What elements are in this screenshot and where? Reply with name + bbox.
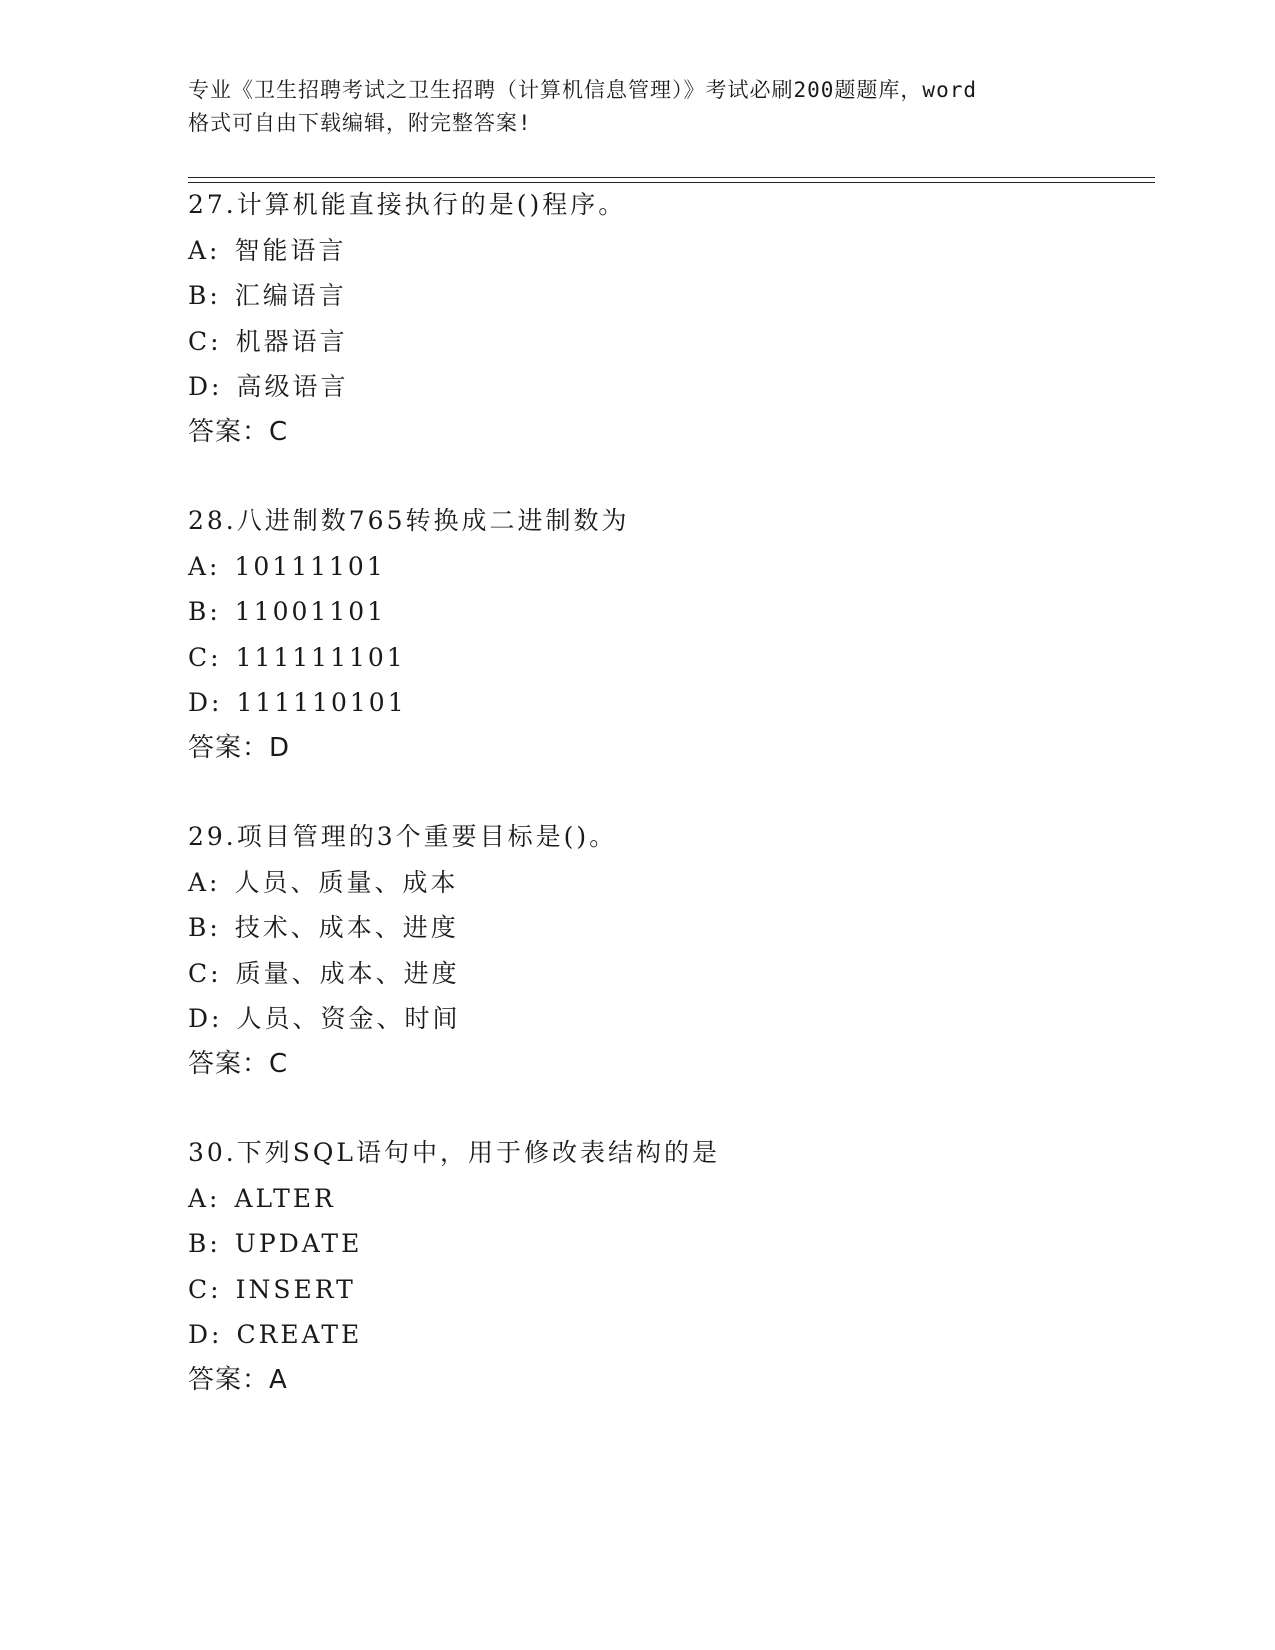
option-label: D: — [188, 1320, 223, 1349]
option-label: B: — [188, 597, 221, 626]
option-a — [188, 544, 1088, 590]
option-label: C: — [188, 326, 222, 356]
option-text: 人员、资金、时间 — [236, 1004, 461, 1033]
option-label: D: — [188, 688, 223, 717]
option-text: CREATE — [236, 1320, 363, 1349]
option-d — [188, 680, 1088, 726]
question-28 — [188, 498, 1088, 771]
option-text: 质量、成本、进度 — [235, 958, 460, 988]
document-header — [188, 74, 1088, 140]
option-text: 智能语言 — [234, 235, 347, 265]
option-text: 10111101 — [234, 551, 386, 581]
option-text: 机器语言 — [235, 326, 348, 356]
option-label: C: — [188, 1274, 222, 1304]
option-b — [188, 1221, 1088, 1267]
option-text: UPDATE — [234, 1229, 363, 1258]
option-text: 111111101 — [235, 642, 406, 672]
option-label: C: — [188, 642, 222, 672]
option-c — [188, 319, 1088, 365]
option-d — [188, 364, 1088, 410]
option-text: 11001101 — [234, 597, 387, 626]
answer-line: 答案：C — [188, 1048, 289, 1079]
option-a — [188, 228, 1088, 274]
option-label: B: — [188, 913, 221, 942]
question-stem: 30.下列SQL语句中，用于修改表结构的是 — [188, 1138, 720, 1167]
option-c — [188, 635, 1088, 681]
question-stem: 28.八进制数765转换成二进制数为 — [188, 506, 630, 535]
option-label: A: — [188, 1183, 221, 1213]
option-label: D: — [188, 372, 223, 401]
question-stem: 27.计算机能直接执行的是()程序。 — [188, 190, 627, 219]
option-a — [188, 860, 1088, 906]
header-line-2: 格式可自由下载编辑，附完整答案! — [188, 111, 532, 135]
header-divider-thick — [188, 177, 1155, 178]
answer-line: 答案：D — [188, 732, 291, 763]
option-text: INSERT — [235, 1274, 356, 1304]
option-text: 技术、成本、进度 — [234, 913, 459, 942]
option-label: B: — [188, 1229, 221, 1258]
question-27 — [188, 182, 1088, 455]
option-label: C: — [188, 958, 222, 988]
option-text: 汇编语言 — [234, 281, 347, 310]
question-stem: 29.项目管理的3个重要目标是()。 — [188, 822, 618, 851]
option-d — [188, 996, 1088, 1042]
option-d — [188, 1312, 1088, 1358]
question-30 — [188, 1130, 1088, 1403]
option-label: B: — [188, 281, 221, 310]
option-label: A: — [188, 867, 221, 897]
option-a — [188, 1176, 1088, 1222]
answer-line: 答案：C — [188, 416, 289, 447]
option-label: D: — [188, 1004, 223, 1033]
answer-line: 答案：A — [188, 1364, 288, 1395]
option-c — [188, 951, 1088, 997]
option-b — [188, 905, 1088, 951]
option-c — [188, 1267, 1088, 1313]
header-line-1: 专业《卫生招聘考试之卫生招聘（计算机信息管理）》考试必刷200题题库，word — [188, 78, 977, 102]
option-label: A: — [188, 235, 221, 265]
question-29 — [188, 814, 1088, 1087]
option-label: A: — [188, 551, 221, 581]
option-b — [188, 589, 1088, 635]
option-text: 111110101 — [236, 688, 407, 717]
option-text: 高级语言 — [236, 372, 349, 401]
option-b — [188, 273, 1088, 319]
option-text: ALTER — [234, 1183, 336, 1213]
option-text: 人员、质量、成本 — [234, 867, 459, 897]
